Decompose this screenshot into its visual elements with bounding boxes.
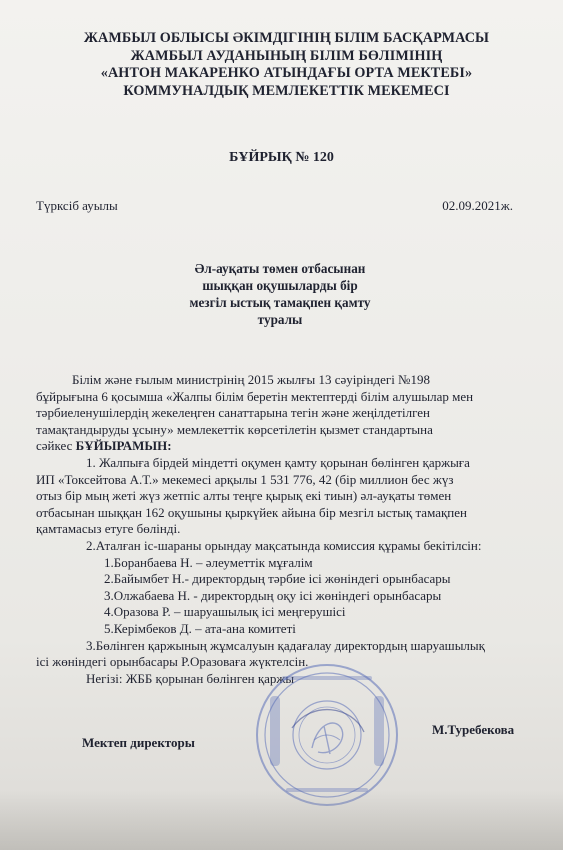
item-3-line: ісі жөніндегі орынбасары Р.Оразоваға жүктелсін. [36, 654, 309, 670]
header-line-2: ЖАМБЫЛ АУДАНЫНЫҢ БІЛІМ БӨЛІМІНІҢ [130, 47, 443, 64]
intro-line [36, 438, 535, 455]
item-2-heading: 2.Аталған іс-шараны орындау мақсатында комиссия құрамы бекітілсін: [86, 537, 482, 553]
header-line-1: ЖАМБЫЛ ОБЛЫСЫ ӘКІМДІГІНІҢ БІЛІМ БАСҚАРМАСЫ [83, 30, 490, 46]
item-3-line: 3.Бөлінген қаржының жұмсалуын қадағалау директордың шаруашылық [86, 637, 485, 653]
order-body [36, 372, 535, 687]
signature-name: М.Туребекова [432, 722, 515, 737]
header-line-3: «АНТОН МАКАРЕНКО АТЫНДАҒЫ ОРТА МЕКТЕБІ» [100, 65, 473, 81]
official-seal-stamp [252, 660, 402, 810]
intro-line: бұйрығына 6 қосымша «Жалпы білім беретін мектептерді білім алушылар мен [36, 388, 474, 404]
place-name: Түрксіб ауылы [36, 198, 118, 213]
item-1-line: қамтамасыз етуге бөлінді. [36, 521, 181, 537]
basis-line: Негізі: ЖББ қорынан бөлінген қаржы [86, 670, 295, 686]
commission-member: 4.Оразова Р. – шаруашылық ісі меңгерушісі [104, 604, 346, 620]
commission-member: 3.Олжабаева Н. - директордың оқу ісі жөніндегі орынбасары [104, 587, 442, 603]
intro-line: тамақтандыруды ұсыну» мемлекеттік көрсетілетін қызмет стандартына [36, 421, 433, 437]
order-subject [140, 260, 420, 328]
header-line-4: КОММУНАЛДЫҚ МЕМЛЕКЕТТІК МЕКЕМЕСІ [123, 82, 450, 99]
order-date: 02.09.2021ж. [442, 198, 513, 213]
subject-line: шыққан оқушыларды бір [202, 278, 358, 293]
order-title: БҰЙРЫҚ № 120 [229, 150, 334, 165]
page-shadow [0, 790, 563, 850]
subject-line: Әл-ауқаты төмен отбасынан [194, 261, 366, 276]
commission-member: 2.Байымбет Н.- директордың тәрбие ісі жөніндегі орынбасары [104, 571, 451, 587]
signature-role: Мектеп директоры [82, 735, 195, 750]
subject-line: туралы [257, 312, 303, 327]
order-directive: БҰЙЫРАМЫН: [75, 438, 172, 454]
intro-prefix: сәйкес [36, 438, 76, 454]
commission-member: 1.Боранбаева Н. – әлеуметтік мұғалім [104, 554, 313, 570]
item-1-line: отыз бір мың жеті жүз жетпіс алты теңге қырық екі тиын) әл-ауқаты төмен [36, 488, 452, 504]
intro-line: Білім және ғылым министрінің 2015 жылғы 13 сәуіріндегі №198 [72, 372, 430, 387]
item-1-line: отбасынан шыққан 162 оқушыны қыркүйек айына бір мезгіл ыстық тамақпен [36, 504, 467, 520]
intro-line: тәрбиеленушілердің жекелеңген санаттарына тегін және жеңілдетілген [36, 405, 430, 421]
item-1-line: ИП «Токсейтова А.Т.» мекемесі арқылы 1 531 776, 42 (бір миллион бес жүз [36, 471, 454, 487]
item-1-line: 1. Жалпыға бірдей міндетті оқумен қамту қорынан бөлінген қаржыға [86, 454, 470, 470]
document-header [40, 30, 533, 100]
commission-member: 5.Керімбеков Д. – ата-ана комитеті [104, 620, 296, 636]
subject-line: мезгіл ыстық тамақпен қамту [189, 295, 371, 310]
